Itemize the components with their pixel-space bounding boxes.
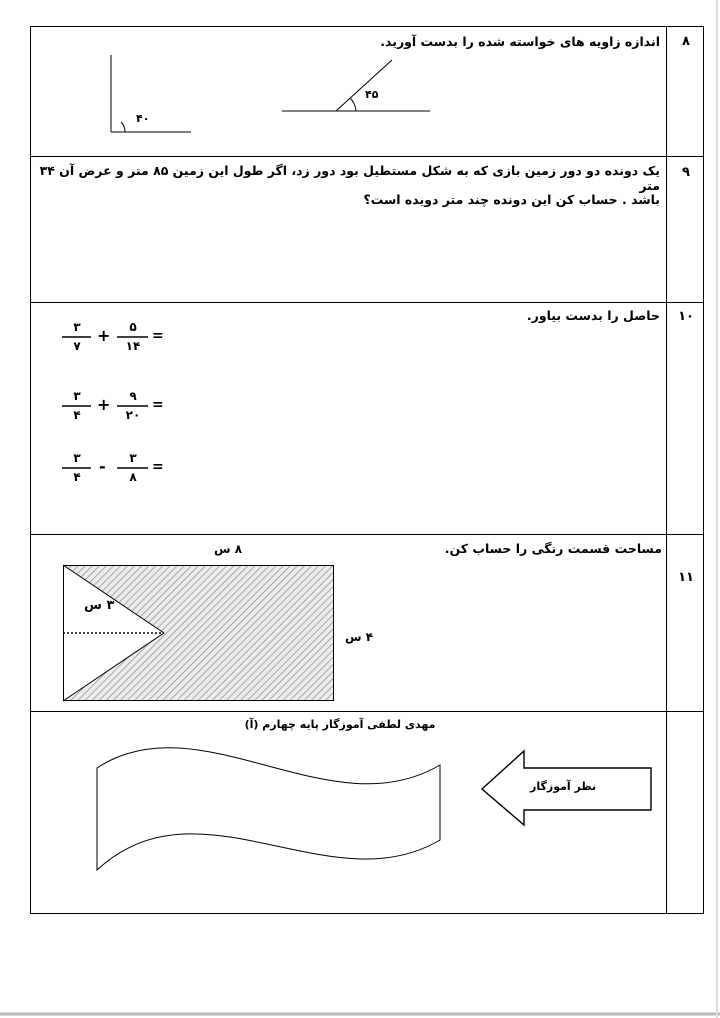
teacher-name-line: مهدی لطفی آموزگار پایه چهارم (آ)	[244, 718, 436, 731]
rect-side-label: ۴ س	[345, 630, 374, 644]
question-8-number: ۸	[682, 34, 690, 49]
rect-top-label: ۸ س	[214, 542, 243, 556]
arrow-label: نظر آموزگار	[530, 780, 597, 793]
angle-45-label: ۴۵	[365, 88, 379, 101]
fraction-2-a-denominator: ۴	[73, 408, 81, 422]
question-10-text: حاصل را بدست بیاور.	[526, 308, 660, 323]
fraction-1-b-denominator: ۱۴	[125, 339, 141, 353]
fraction-3-b-denominator: ۸	[129, 470, 137, 484]
fraction-3-operator: -	[99, 457, 106, 476]
fraction-2-b-denominator: ۲۰	[125, 408, 141, 422]
question-9-text-line1: یک دونده دو دور زمین بازی که به شکل مستطیل بود دور زد، اگر طول این زمین ۸۵ متر و عرض آن ۳۴ متر	[39, 163, 660, 193]
fraction-1-a-denominator: ۷	[73, 339, 81, 353]
question-9-text-line2: باشد . حساب کن این دونده چند متر دویده است؟	[363, 192, 660, 207]
triangle-height-label: ۳ س	[84, 598, 115, 613]
fraction-2-b-numerator: ۹	[129, 389, 137, 403]
fraction-1-b-numerator: ۵	[129, 320, 137, 334]
fraction-1-a-numerator: ۳	[73, 320, 81, 334]
angle-40-label: ۴۰	[136, 112, 150, 125]
angle-45-figure	[282, 60, 430, 111]
fraction-3-a-denominator: ۴	[73, 470, 81, 484]
shaded-area-figure	[63, 565, 334, 701]
question-11-text: مساحت قسمت رنگی را حساب کن.	[444, 541, 662, 556]
fraction-2-operator: +	[97, 395, 111, 414]
question-8-text: اندازه زاویه های خواسته شده را بدست آورید.	[380, 34, 660, 49]
angle-40-figure	[111, 55, 191, 132]
fraction-1-equals: =	[152, 328, 164, 344]
teacher-comment-banner	[97, 748, 440, 870]
question-10-number: ۱۰	[678, 309, 694, 324]
fraction-3-equals: =	[152, 459, 164, 475]
question-9-number: ۹	[682, 165, 690, 180]
fraction-3-a-numerator: ۳	[73, 451, 81, 465]
fraction-2-equals: =	[152, 397, 164, 413]
fraction-2-a-numerator: ۳	[73, 389, 81, 403]
fraction-3-b-numerator: ۳	[129, 451, 137, 465]
question-11-number: ۱۱	[678, 570, 694, 585]
fraction-1-operator: +	[97, 326, 111, 345]
